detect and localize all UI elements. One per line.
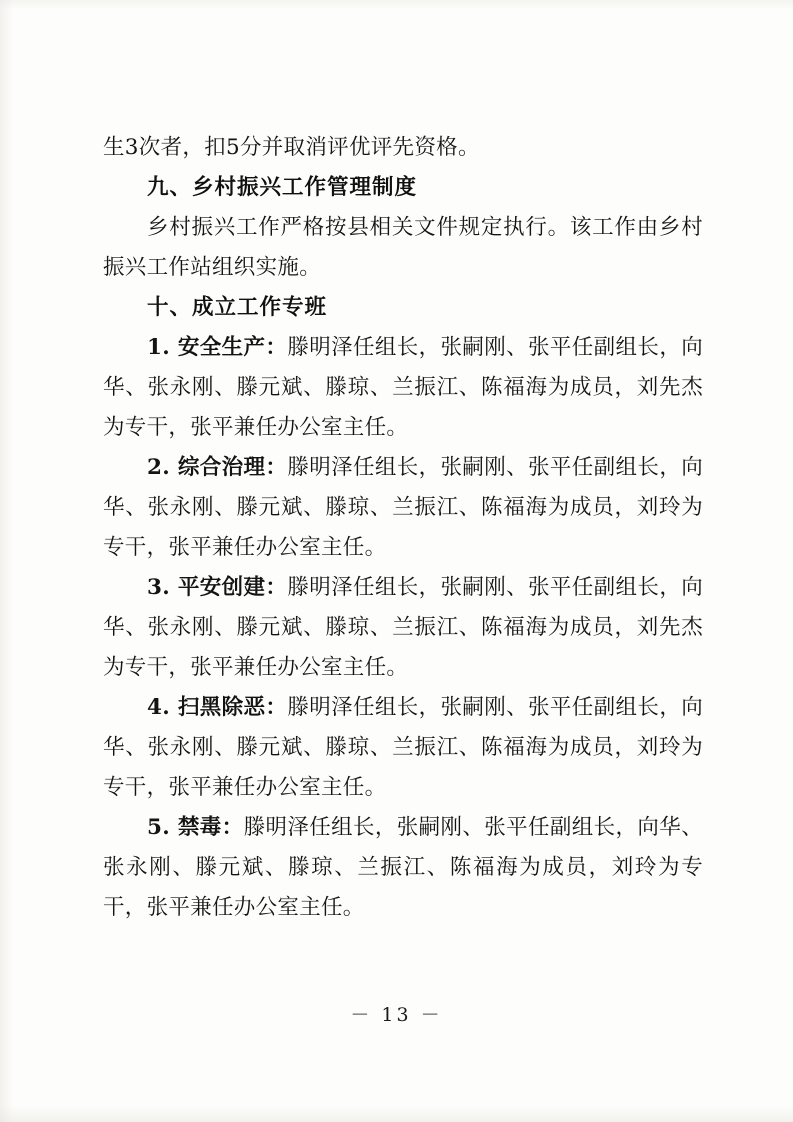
work-team-item-text: 滕明泽任组长，张嗣刚、张平任副组长，向华、张永刚、滕元斌、滕琼、兰振江、陈福海为成员，刘玲为专干，张平兼任办公室主任。 bbox=[103, 455, 703, 560]
work-team-item-label: 5. 禁毒： bbox=[147, 815, 244, 840]
work-team-item-text: 滕明泽任组长，张嗣刚、张平任副组长，向华、张永刚、滕元斌、滕琼、兰振江、陈福海为成员，刘玲为专干，张平兼任办公室主任。 bbox=[103, 815, 703, 920]
page-number: － 13 － bbox=[350, 1004, 443, 1026]
page-edge-shadow-top bbox=[0, 0, 793, 10]
work-team-item-text: 滕明泽任组长，张嗣刚、张平任副组长，向华、张永刚、滕元斌、滕琼、兰振江、陈福海为成员，刘先杰为专干，张平兼任办公室主任。 bbox=[103, 575, 703, 680]
page-edge-shadow-bottom bbox=[0, 1106, 793, 1122]
work-team-item-text: 滕明泽任组长，张嗣刚、张平任副组长，向华、张永刚、滕元斌、滕琼、兰振江、陈福海为成员，刘玲为专干，张平兼任办公室主任。 bbox=[103, 695, 703, 800]
document-body bbox=[103, 128, 703, 928]
work-team-item bbox=[103, 688, 703, 808]
section-heading-ten: 十、成立工作专班 bbox=[147, 295, 328, 320]
work-team-item bbox=[103, 448, 703, 568]
section-nine-paragraph: 乡村振兴工作严格按县相关文件规定执行。该工作由乡村振兴工作站组织实施。 bbox=[103, 215, 703, 280]
work-team-item-label: 1. 安全生产： bbox=[147, 335, 288, 360]
continued-paragraph: 生3次者，扣5分并取消评优评先资格。 bbox=[103, 135, 480, 160]
work-team-item-text: 滕明泽任组长，张嗣刚、张平任副组长，向华、张永刚、滕元斌、滕琼、兰振江、陈福海为成员，刘先杰为专干，张平兼任办公室主任。 bbox=[103, 335, 703, 440]
page-footer bbox=[0, 1000, 793, 1027]
work-team-item-label: 3. 平安创建： bbox=[147, 575, 288, 600]
work-team-item bbox=[103, 568, 703, 688]
work-team-item-label: 4. 扫黑除恶： bbox=[147, 695, 288, 720]
work-team-item bbox=[103, 808, 703, 928]
section-heading-nine: 九、乡村振兴工作管理制度 bbox=[147, 175, 418, 200]
page-edge-shadow-left bbox=[0, 0, 14, 1122]
work-team-item bbox=[103, 328, 703, 448]
work-team-item-label: 2. 综合治理： bbox=[147, 455, 288, 480]
